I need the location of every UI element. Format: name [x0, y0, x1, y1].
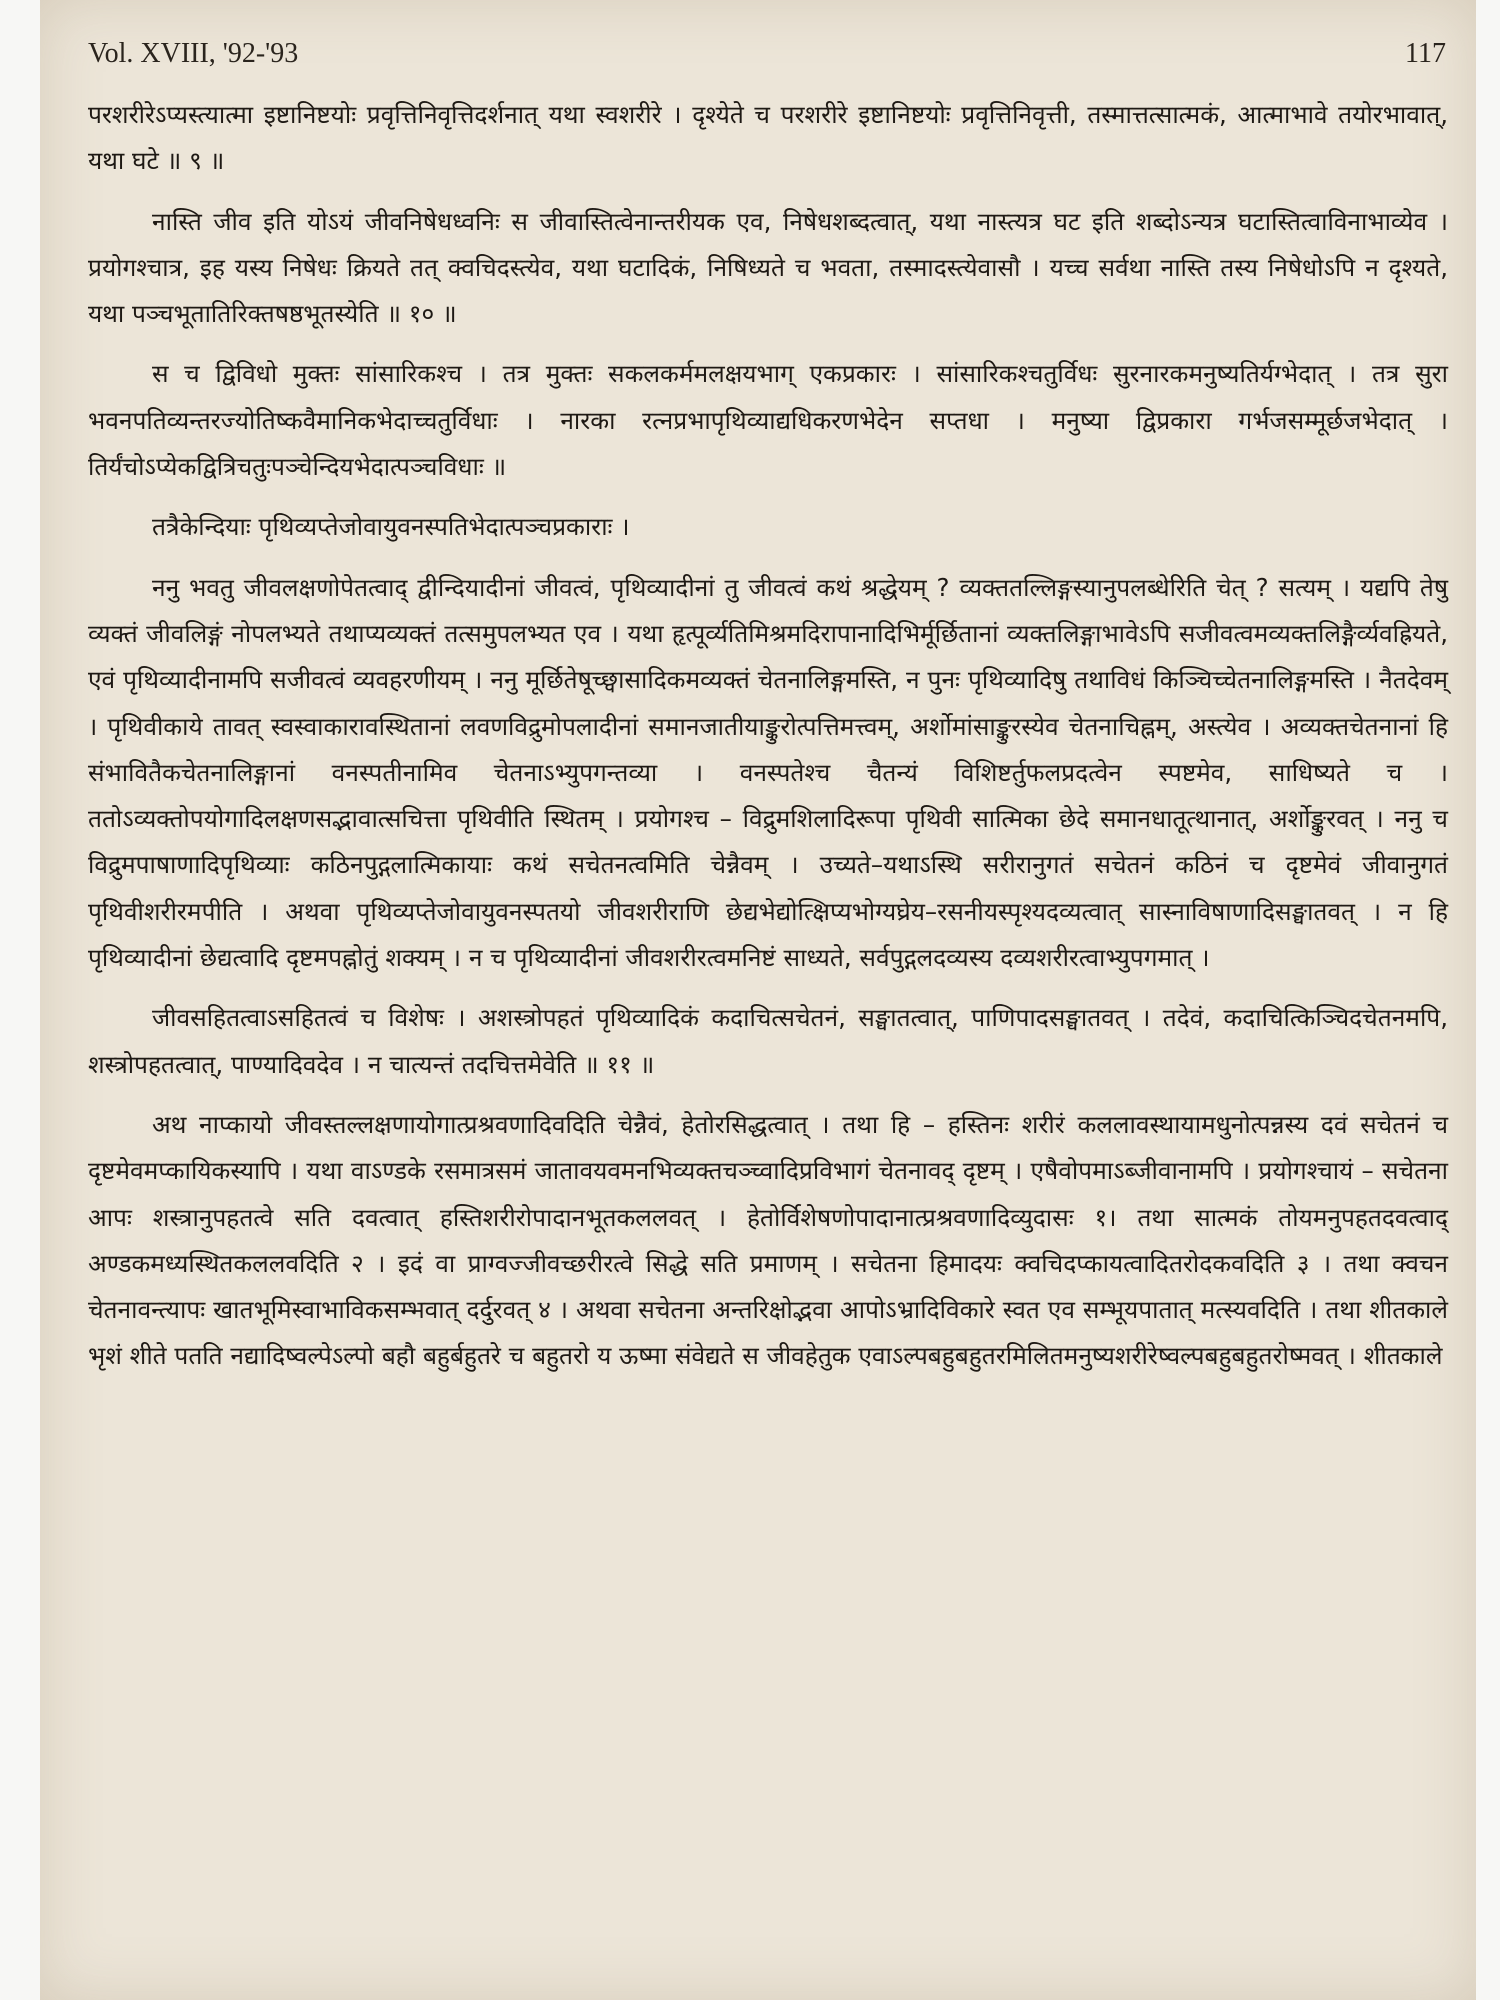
paragraph-classification: स च द्विविधो मुक्तः सांसारिकश्च । तत्र मुक्तः सकलकर्ममलक्षयभाग् एकप्रकारः । सांसारिकश्चतुर्विधः सुरनारकमनुष्यतिर्यग्भेदात् । तत्र सुरा भवनपतिव्यन्तरज्योतिष्कवैमानिकभेदाच्चतुर्विधाः । नारका रत्नप्रभापृथिव्याद्यधिकरणभेदेन सप्तधा । मनुष्या द्विप्रकारा गर्भजसम्मूर्छजभेदात् । तिर्यंचोऽप्येकद्वित्रिचतुःपञ्चेन्दियभेदात्पञ्चविधाः ॥ — [88, 359, 1448, 482]
paragraph-prithvi-argument: ननु भवतु जीवलक्षणोपेतत्वाद् द्वीन्दियादीनां जीवत्वं, पृथिव्यादीनां तु जीवत्वं कथं श्रद्धेयम् ? व्यक्ततल्लिङ्गस्यानुपलब्धेरिति चेत् ? सत्यम् । यद्यपि तेषु व्यक्तं जीवलिङ्गं नोपलभ्यते तथाप्यव्यक्तं तत्समुपलभ्यत एव । यथा हृत्पूर्व्यतिमिश्रमदिरापानादिभिर्मूर्छितानां व्यक्तलिङ्गाभावेऽपि सजीवत्वमव्यक्तलिङ्गैर्व्यवह्रियते, एवं पृथिव्यादीनामपि सजीवत्वं व्यवहरणीयम् । ननु मूर्छितेषूच्छ्वासादिकमव्यक्तं चेतनालिङ्गमस्ति, न पुनः पृथिव्यादिषु तथाविधं किञ्चिच्चेतनालिङ्गमस्ति । नैतदेवम् । पृथिवीकाये तावत् स्वस्वाकारावस्थितानां लवणविद्रुमोपलादीनां समानजातीयाङ्कुरोत्पत्तिमत्त्वम्, अर्शोमांसाङ्कुरस्येव चेतनाचिह्नम्, अस्त्येव । अव्यक्तचेतनानां हि संभावितैकचेतनालिङ्गानां वनस्पतीनामिव चेतनाऽभ्युपगन्तव्या । वनस्पतेश्च चैतन्यं विशिष्टर्तुफलप्रदत्वेन स्पष्टमेव, साधिष्यते च । ततोऽव्यक्तोपयोगादिलक्षणसद्भावात्सचित्ता पृथिवीति स्थितम् । प्रयोगश्च – विद्रुमशिलादिरूपा पृथिवी सात्मिका छेदे समानधातूत्थानात्, अर्शोङ्कुरवत् । ननु च विद्रुमपाषाणादिपृथिव्याः कठिनपुद्गलात्मिकायाः कथं सचेतनत्वमिति चेन्नैवम् । उच्यते–यथाऽस्थि सरीरानुगतं सचेतनं कठिनं च दृष्टमेवं जीवानुगतं पृथिवीशरीरमपीति । अथवा पृथिव्यप्तेजोवायुवनस्पतयो जीवशरीराणि छेद्यभेद्योत्क्षिप्यभोग्यघ्रेय–रसनीयस्पृश्यदव्यत्वात् सास्नाविषाणादिसङ्घातवत् । न हि पृथिव्यादीनां छेद्यत्वादि दृष्टमपह्नोतुं शक्यम् । न च पृथिव्यादीनां जीवशरीरत्वमनिष्टं साध्यते, सर्वपुद्गलदव्यस्य दव्यशरीरत्वाभ्युपगमात् । — [88, 572, 1448, 973]
paragraph-verse-10: नास्ति जीव इति योऽयं जीवनिषेधध्वनिः स जीवास्तित्वेनान्तरीयक एव, निषेधशब्दत्वात्, यथा नास्त्यत्र घट इति शब्दोऽन्यत्र घटास्तित्वाविनाभाव्येव । प्रयोगश्चात्र, इह यस्य निषेधः क्रियते तत् क्वचिदस्त्येव, यथा घटादिकं, निषिध्यते च भवता, तस्मादस्त्येवासौ । यच्च सर्वथा नास्ति तस्य निषेधोऽपि न दृश्यते, यथा पञ्चभूतातिरिक्तषष्ठभूतस्येति ॥ १० ॥ — [88, 206, 1449, 329]
paragraph-ekendriya: तत्रैकेन्दियाः पृथिव्यप्तेजोवायुवनस्पतिभेदात्पञ्चप्रकाराः । — [152, 512, 630, 542]
paragraph-apkaya: अथ नाप्कायो जीवस्तल्लक्षणायोगात्प्रश्रवणादिवदिति चेन्नैवं, हेतोरसिद्धत्वात् । तथा हि – हस्तिनः शरीरं कललावस्थायामधुनोत्पन्नस्य दवं सचेतनं च दृष्टमेवमप्कायिकस्यापि । यथा वाऽण्डके रसमात्रसमं जातावयवमनभिव्यक्तचञ्च्वादिप्रविभागं चेतनावद् दृष्टम् । एषैवोपमाऽब्जीवानामपि । प्रयोगश्चायं – सचेतना आपः शस्त्रानुपहतत्वे सति दवत्वात् हस्तिशरीरोपादानभूतकललवत् । हेतोर्विशेषणोपादानात्प्रश्रवणादिव्युदासः १। तथा सात्मकं तोयमनुपहतदवत्वाद् अण्डकमध्यस्थितकललवदिति २ । इदं वा प्राग्वज्जीवच्छरीरत्वे सिद्धे सति प्रमाणम् । सचेतना हिमादयः क्वचिदप्कायत्वादितरोदकवदिति ३ । तथा क्वचन चेतनावन्त्यापः खातभूमिस्वाभाविकसम्भवात् दर्दुरवत् ४ । अथवा सचेतना अन्तरिक्षोद्भवा आपोऽभ्रादिविकारे स्वत एव सम्भूयपातात् मत्स्यवदिति । तथा शीतकाले भृशं शीते पतति नद्यादिष्वल्पेऽल्पो बहौ बहुर्बहुतरे च बहुतरो य ऊष्मा संवेद्यते स जीवहेतुक एवाऽल्पबहुबहुतरमिलितमनुष्यशरीरेष्वल्पबहुबहुतरोष्मवत् । शीतकाले — [88, 1109, 1448, 1371]
running-header — [88, 38, 1446, 78]
volume-label: Vol. XVIII, '92-'93 — [88, 38, 299, 69]
page-number: 117 — [1405, 38, 1446, 69]
paragraph-verse-9: परशरीरेऽप्यस्त्यात्मा इष्टानिष्टयोः प्रवृत्तिनिवृत्तिदर्शनात् यथा स्वशरीरे । दृश्येते च परशरीरे इष्टानिष्टयोः प्रवृत्तिनिवृत्ती, तस्मात्तत्सात्मकं, आत्माभावे तयोरभावात्, यथा घटे ॥ ९ ॥ — [88, 100, 1448, 176]
book-page — [40, 0, 1476, 2000]
page-body — [88, 92, 1448, 1980]
paragraph-verse-11: जीवसहितत्वाऽसहितत्वं च विशेषः । अशस्त्रोपहतं पृथिव्यादिकं कदाचित्सचेतनं, सङ्घातत्वात्, पाणिपादसङ्घातवत् । तदेवं, कदाचित्किञ्चिदचेतनमपि, शस्त्रोपहतत्वात्, पाण्यादिवदेव । न चात्यन्तं तदचित्तमेवेति ॥ ११ ॥ — [88, 1003, 1448, 1079]
